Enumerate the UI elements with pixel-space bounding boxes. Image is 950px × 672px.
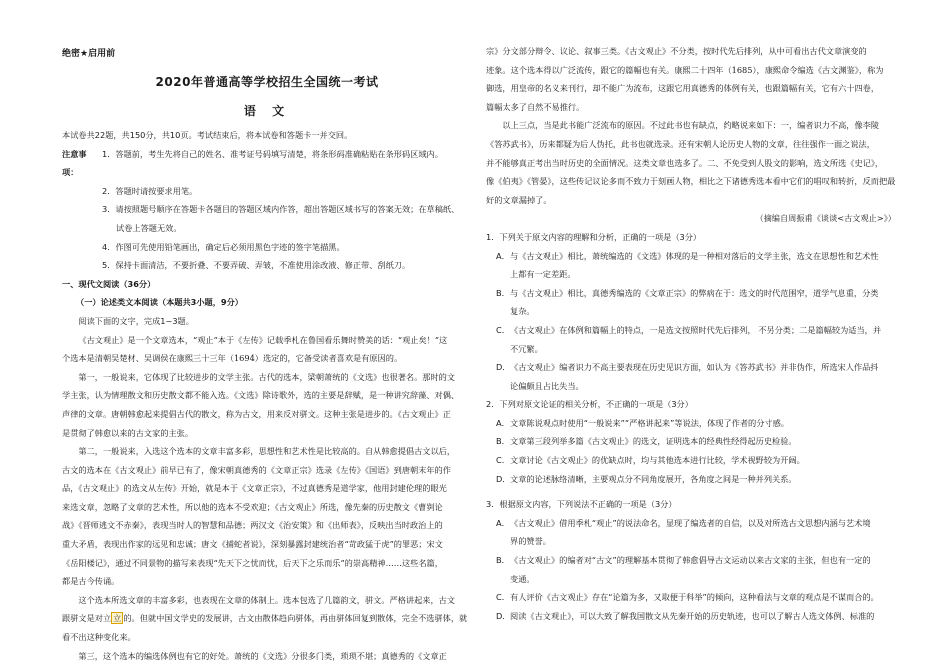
notice-item: 4．作图可先使用铅笔画出，确定后必须用黑色字迹的签字笔描黑。 [102,241,345,252]
option-letter: A． [496,250,510,261]
passage-line: 品，《古文观止》的选文从左传》开始，就是本于《文章正宗》，不过真德秀是道学家，他用封建伦理的眼光 [62,483,447,494]
option-text: 与《古文观止》相比，真德秀编选的《文章正宗》的弊病在于：选文的时代范围窄，道学气息重，分类 [510,287,879,298]
passage-line: 篇幅太多了自然不易推行。 [486,101,585,112]
right-column [486,42,896,625]
option-letter: C． [496,455,510,466]
passage-line: 迹象。这个选本得以广泛流传，跟它的篇幅也有关。康熙二十四年（1685），康熙命令编选《古文渊鉴》，称为 [486,64,884,75]
option-d[interactable] [486,607,896,626]
option-letter: D． [496,610,511,621]
option-letter: D． [496,362,511,373]
option-letter: C． [496,324,510,335]
notice-item: 1．答题前，考生先将自己的姓名、准考证号码填写清楚，将条形码准确粘贴在条形码区域内。 [102,148,443,159]
option-c[interactable] [486,451,896,470]
passage-line: 以上三点，当是此书能广泛流布的原因。不过此书也有缺点，约略说来如下：一，编者识力不高，像李陵 [502,120,880,131]
passage-left [62,331,472,666]
option-text: 变通。 [510,573,535,584]
option-d[interactable] [486,470,896,489]
option-letter: C． [496,592,510,603]
passage-source: （摘编自周振甫《谈谈<古文观止>》） [755,213,896,224]
question-stem: 2．下列对原文论证的相关分析，不正确的一项是（3分） [486,399,693,410]
subject-title: 语 文 [243,104,291,118]
question-1 [486,228,896,395]
section-heading: 一、现代文阅读（36分） [62,278,156,289]
option-text: 与《古文观止》相比，萧统编选的《文选》体现的是一种相对落后的文学主张，选文在思想性和艺术性 [510,250,879,261]
option-letter: B． [496,436,510,447]
reading-instruction: 阅读下面的文字，完成1~3题。 [78,315,194,326]
passage-line: 来选文章，忽略了文章的艺术性，所以他的选本不受欢迎；《古文观止》所选，像先秦的历史散文《曹刿论 [62,501,443,512]
option-b[interactable] [486,551,896,588]
option-text: 《古文观止》在体例和篇幅上的特点，一是选文按照时代先后排列， 不另分类；二是篇幅较为适当，并 [510,324,882,335]
option-text: 界的赞誉。 [510,536,551,547]
option-text: 上都有一定差距。 [510,269,576,280]
option-c[interactable] [486,321,896,358]
option-a[interactable] [486,247,896,284]
passage-line: 都是古今传诵。 [62,576,120,587]
passage-line: 像《伯夷》《管晏》，这些传记议论多而不致力于刻画人物，相比之下诸德秀选本看中它们的唱叹和转折，反而把最 [486,176,896,187]
passage-line: 看不出这种变化来。 [62,632,136,643]
passage-line: 学主张，认为情理散文和历史散文都不能入选。《文选》除诗歌外，选的主要是辞赋，是一种讲究辞藻、对偶、 [62,390,460,401]
option-text: 有人评价《古文观止》存在“论篇为多，又取便于科举”的倾向，这种看法与文章的观点是不谋而合的。 [510,592,879,603]
notice-row [62,145,472,182]
option-text: 《古文观止》的编者对“古文”的理解基本贯彻了韩愈倡导古文运动以来古文家的主张，但也有一定的 [510,555,871,566]
passage-line: 是贯彻了韩愈以来的古文家的主张。 [62,427,194,438]
passage-fragment: 跟骈文是对立 [62,613,112,624]
option-letter: D． [496,473,511,484]
passage-line: 这个选本所选文章的丰富多彩，也表现在文章的体制上。选本包选了几篇韵文，骈文。严格讲起来，古文 [78,594,456,605]
passage-line: 第三，这个选本的编选体例也有它的好处。萧统的《文选》分很多门类，琐琐不堪；真德秀的《文章正 [78,650,447,661]
passage-fragment: 的。但就中国文学史的发展讲，古文由散体趋向骈体，再由骈体回复到散体，完全不选骈体，就 [123,613,468,624]
secret-mark: 绝密★启用前 [62,49,116,59]
passage-line: 《古文观止》是一个文章选本，“观止”本于《左传》记载季札在鲁国看乐舞时赞美的话：“观止矣！”这 [78,334,448,345]
passage-right [486,42,896,209]
option-a[interactable] [486,414,896,433]
option-text: 《古文观止》编者识力不高主要表现在历史见识方面，如认为《答苏武书》并非伪作，所选宋人作品抖 [510,362,879,373]
passage-line: 《答苏武书》，历来都疑为后人伪托，此书也就选录。还有宋朝人论历史人物的文章，往往强作一面之说法， [486,138,875,149]
passage-line: 个选本是清朝吴楚材、吴调侯在康熙三十三年（1694）选定的，它备受读者喜欢是有原因的。 [62,353,403,364]
passage-line: 第二，一般说来，入选这个选本的文章丰富多彩，思想性和艺术性是比较高的。自从韩愈提倡古文以后， [78,446,456,457]
option-text: 不冗繁。 [510,343,543,354]
option-text: 文章的论述脉络清晰，主要观点分不同角度展开，各角度之间是一种并列关系。 [510,473,797,484]
option-a[interactable] [486,514,896,551]
option-d[interactable] [486,358,896,395]
question-stem: 1．下列关于原文内容的理解和分析，正确的一项是（3分） [486,231,702,242]
option-text: 复杂。 [510,306,535,317]
notice-item: 2．答题时请按要求用笔。 [102,185,198,196]
option-b[interactable] [486,432,896,451]
option-text: 文章第三段列举多篇《古文观止》的选文，证明选本的经典性经得起历史检验。 [510,436,797,447]
option-c[interactable] [486,588,896,607]
option-letter: B． [496,555,510,566]
notice-label: 注意事项： [62,148,87,178]
exam-title: 2020年普通高等学校招生全国统一考试 [155,75,379,89]
passage-line: 并不能够真正考出当时历史的全面情况。这类文章也选多了。二、不免受到人股文的影响，选文所选《史记》， [486,157,884,168]
question-stem: 3．根据原文内容，下列说法不正确的一项是（3分） [486,499,677,510]
passage-line: 重大矛盾，表现出作家的远见和忠诚；唐文《捕蛇者说》，深刻暴露封建统治者“苛政猛于虎”的罪恶；宋文 [62,539,443,550]
passage-line: 御选，用皇帝的名义来刊行，却不能广为流布，这跟它用真德秀的体例有关，也跟篇幅有关，它有六十四卷， [486,83,880,94]
option-b[interactable] [486,284,896,321]
highlighted-char[interactable]: 立 [113,613,122,624]
left-column [62,30,472,665]
option-letter: B． [496,287,510,298]
passage-line: 古文的选本在《古文观止》前早已有了，像宋朝真德秀的《文章正宗》选录《左传》《国语》到唐朝末年的作 [62,464,451,475]
passage-line: 好的文章漏掉了。 [486,194,552,205]
exam-intro: 本试卷共22题，共150分，共10页。考试结束后，将本试卷和答题卡一并交回。 [62,130,353,140]
option-text: 阅读《古文观止》，可以大致了解我国散文从先秦开始的历史轨迹，也可以了解古人选文体例、标准的 [510,610,875,621]
passage-line: 《岳阳楼记》，通过不同景物的描写来表现“先天下之忧而忧，后天下之乐而乐”的崇高精神……这些名篇， [62,557,443,568]
question-2 [486,395,896,488]
notice-item: 5．保持卡面清洁，不要折叠、不要弄破、弄皱，不准使用涂改液、修正带、刮纸刀。 [102,260,411,271]
passage-line: 战》《晋师逃文不赤秦》，表现当时人的智慧和品德；两汉文《治安策》和《出师表》，反映出当时政治上的 [62,520,443,531]
notice-item: 试卷上答题无效。 [116,222,182,233]
passage-line [62,609,472,628]
passage-line: 第一，一般说来，它体现了比较进步的文学主张。古代的选本，梁朝萧统的《文选》也很著名。那时的文 [78,371,456,382]
subsection-heading: （一）论述类文本阅读（本题共3小题，9分） [76,297,243,308]
question-3 [486,495,896,625]
option-text: 论偏颇且占比失当。 [510,380,584,391]
option-text: 文章陈说观点时使用“一般说来”“严格讲起来”等说法，体现了作者的分寸感。 [510,417,789,428]
option-letter: A． [496,517,510,528]
option-text: 文章讨论《古文观止》的优缺点时，均与其他选本进行比较，学术视野较为开阔。 [510,455,805,466]
passage-line: 声律的文章。唐朝韩愈起来提倡古代的散文，称为古文，用来反对骈文。这种主张是进步的。《古文观止》正 [62,408,451,419]
passage-line: 宗》分文部分辩令、议论、叙事三类。《古文观止》不分类，按时代先后排列，从中可看出古代文章演变的 [486,46,867,56]
option-text: 《古文观止》借用季札“观止”的说法命名，显现了编选者的自信，以及对所选古文思想内涵与艺术境 [510,517,871,528]
notice-item: 3．请按照题号顺序在答题卡各题目的答题区域内作答，超出答题区域书写的答案无效；在草稿纸、 [102,204,460,215]
option-letter: A． [496,417,510,428]
